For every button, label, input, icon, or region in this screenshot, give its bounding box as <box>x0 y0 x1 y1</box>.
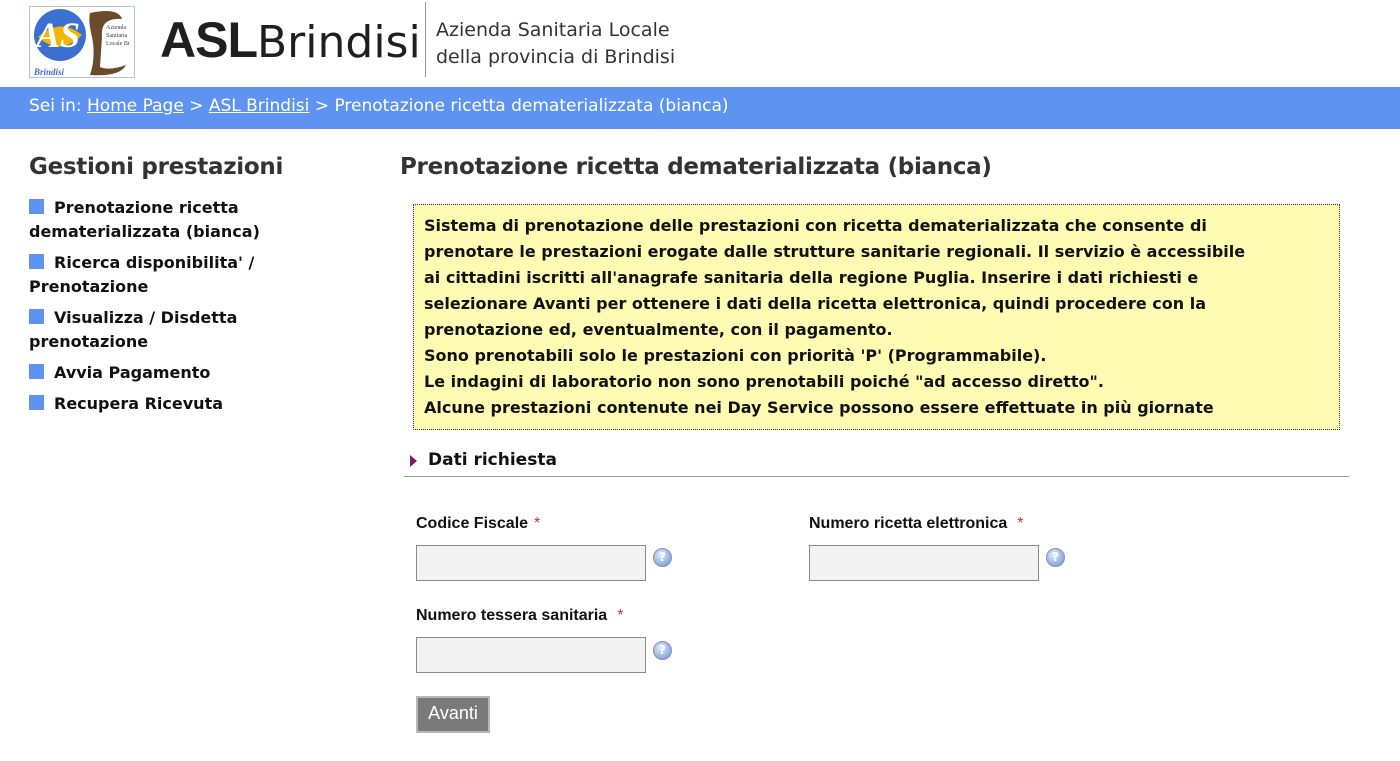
numero-tessera-label <box>416 607 623 625</box>
required-asterisk: * <box>617 607 624 624</box>
section-title: Dati richiesta <box>428 450 557 470</box>
info-box <box>413 204 1340 430</box>
breadcrumb-home-link[interactable]: Home Page <box>87 96 184 116</box>
svg-text:Locale Br: Locale Br <box>106 41 130 47</box>
sidebar-item-label: Recupera Ricevuta <box>54 394 224 413</box>
sidebar-item-label: Prenotazione <box>29 277 149 296</box>
bullet-square-icon <box>29 199 44 214</box>
numero-ricetta-label-text: Numero ricetta elettronica <box>809 515 1008 532</box>
section-header-dati-richiesta[interactable] <box>404 446 1349 477</box>
codice-fiscale-input[interactable] <box>416 545 646 581</box>
breadcrumb-separator: > <box>189 96 204 116</box>
svg-text:Sanitaria: Sanitaria <box>106 33 128 39</box>
breadcrumb-asl-link[interactable]: ASL Brindisi <box>208 96 310 116</box>
logo-caption: Brindisi <box>34 67 65 77</box>
codice-fiscale-label-text: Codice Fiscale <box>416 515 529 532</box>
brand-divider <box>425 2 426 77</box>
info-line: Sono prenotabili solo le prestazioni con priorità 'P' (Programmabile). <box>424 346 1047 365</box>
brand-light: Brindisi <box>257 17 421 68</box>
numero-tessera-input[interactable] <box>416 637 646 673</box>
codice-fiscale-label <box>416 515 540 533</box>
sidebar-item-label: dematerializzata (bianca) <box>29 222 260 241</box>
info-line: selezionare Avanti per ottenere i dati della ricetta elettronica, quindi procedere con la <box>424 294 1207 313</box>
sidebar-item-label: Ricerca disponibilita' / <box>54 253 255 272</box>
brand-strong: ASL <box>160 12 257 68</box>
info-line: Sistema di prenotazione delle prestazioni con ricetta dematerializzata che consente di <box>424 216 1207 235</box>
sidebar-item-ricerca-disponibilita[interactable] <box>29 251 359 299</box>
info-line: prenotazione ed, eventualmente, con il pagamento. <box>424 320 893 339</box>
sidebar-item-label: prenotazione <box>29 332 149 351</box>
subtitle-line-2: della provincia di Brindisi <box>436 46 676 68</box>
numero-tessera-label-text: Numero tessera sanitaria <box>416 607 608 624</box>
help-icon-codice-fiscale[interactable]: ? <box>653 548 672 567</box>
info-line: Alcune prestazioni contenute nei Day Service possono essere effettuate in più giornate <box>424 398 1214 417</box>
breadcrumb <box>0 87 1400 129</box>
bullet-square-icon <box>29 254 44 269</box>
page-title: Prenotazione ricetta dematerializzata (bianca) <box>400 154 992 180</box>
subtitle-line-1: Azienda Sanitaria Locale <box>436 19 670 41</box>
info-line: ai cittadini iscritti all'anagrafe sanitaria della regione Puglia. Inserire i dati richiesti e <box>424 268 1199 287</box>
sidebar <box>29 154 359 423</box>
main-content <box>400 154 1360 723</box>
required-asterisk: * <box>534 515 541 532</box>
bullet-square-icon <box>29 395 44 410</box>
sidebar-item-label: Avvia Pagamento <box>54 363 211 382</box>
asl-logo[interactable] <box>29 6 135 78</box>
numero-ricetta-label <box>809 515 1024 533</box>
sidebar-item-prenotazione-ricetta[interactable] <box>29 196 359 244</box>
sidebar-item-label: Prenotazione ricetta <box>54 198 239 217</box>
svg-text:Azienda: Azienda <box>106 25 126 31</box>
brand-subtitle <box>436 17 675 71</box>
site-brand[interactable] <box>160 10 421 73</box>
info-line: prenotare le prestazioni erogate dalle strutture sanitarie regionali. Il servizio è accessibile <box>424 242 1246 261</box>
sidebar-item-visualizza-disdetta[interactable] <box>29 306 359 354</box>
breadcrumb-current: Prenotazione ricetta dematerializzata (bianca) <box>334 96 729 116</box>
sidebar-item-recupera-ricevuta[interactable] <box>29 392 359 416</box>
help-icon-numero-ricetta[interactable]: ? <box>1046 548 1065 567</box>
asl-logo-graphic <box>30 7 135 78</box>
sidebar-title: Gestioni prestazioni <box>29 154 284 180</box>
bullet-square-icon <box>29 309 44 324</box>
logo-letters: AS <box>36 15 81 55</box>
info-line: Le indagini di laboratorio non sono prenotabili poiché "ad accesso diretto". <box>424 372 1104 391</box>
sidebar-item-avvia-pagamento[interactable] <box>29 361 359 385</box>
help-icon-numero-tessera[interactable]: ? <box>653 641 672 660</box>
sidebar-item-label: Visualizza / Disdetta <box>54 308 238 327</box>
required-asterisk: * <box>1017 515 1024 532</box>
breadcrumb-separator: > <box>314 96 330 116</box>
breadcrumb-prefix: Sei in: <box>29 96 82 116</box>
avanti-button[interactable]: Avanti <box>416 696 490 733</box>
site-header <box>0 0 1400 87</box>
triangle-right-icon <box>410 455 417 467</box>
numero-ricetta-input[interactable] <box>809 545 1039 581</box>
bullet-square-icon <box>29 364 44 379</box>
